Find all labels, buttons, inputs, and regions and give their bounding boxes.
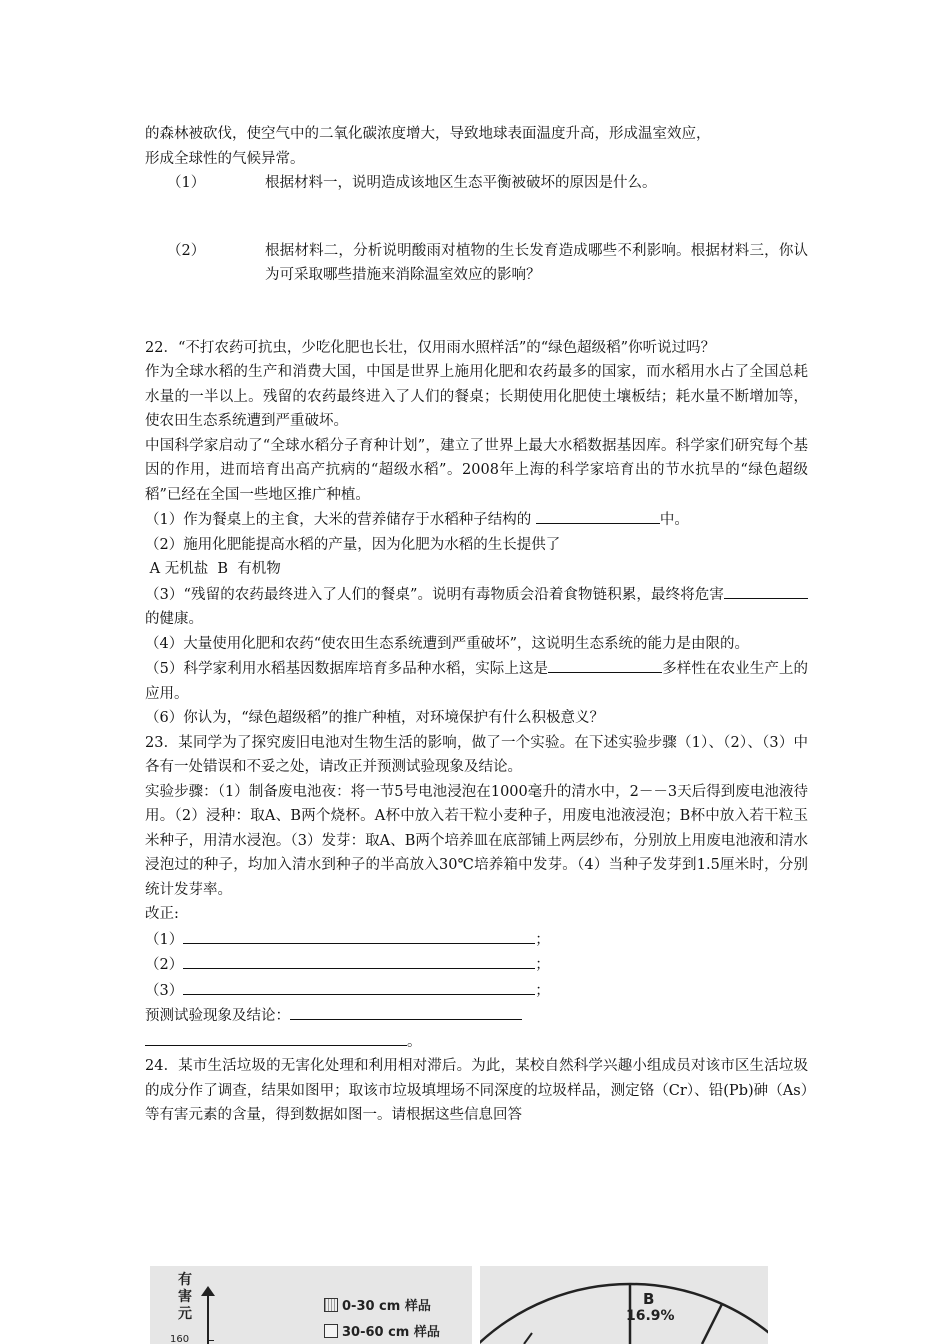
q21-part-2 (145, 239, 808, 288)
q23-title: 23．某同学为了探究废旧电池对生物生活的影响，做了一个实验。在下述实验步骤（1）、（2）、（3）中各有一处错误和不妥之处，请改正并预测试验现象及结论。 (145, 734, 808, 775)
legend-label-1: 0-30 cm 样品 (342, 1299, 431, 1314)
pie-slice-value: 16.9% (626, 1308, 675, 1324)
q22-sub-6: （6）你认为，“绿色超级稻”的推广种植，对环境保护有什么积极意义？ (145, 710, 605, 726)
pie-slice-divider-2 (702, 1304, 722, 1344)
figure-strip (150, 1266, 770, 1344)
y-tick-mark (208, 1340, 214, 1341)
answer-blank[interactable] (145, 1029, 407, 1046)
intro-line-2: 形成全球性的气候异常。 (145, 150, 305, 167)
q23-correct-label: 改正: (145, 906, 179, 922)
legend-label-2: 30-60 cm 样品 (342, 1325, 440, 1340)
q21-part-1-number: （1） (167, 175, 206, 191)
q23-correction-2: （2） ； (145, 952, 808, 978)
answer-blank[interactable] (183, 978, 535, 995)
q21-part-2-text: 根据材料二，分析说明酸雨对植物的生长发育造成哪些不利影响。根据材料三，你认为可采取哪些措施来消除温室效应的影响？ (265, 242, 808, 283)
q23-correction-3: （3） ； (145, 978, 808, 1004)
q22-sub-4: （4）大量使用化肥和农药“使农田生态系统遭到严重破坏”，这说明生态系统的能力是由限的。 (145, 635, 750, 652)
intro-line-1: 的森林被砍伐，使空气中的二氧化碳浓度增大，导致地球表面温度升高，形成温室效应， (145, 126, 711, 142)
q23-predict: 预测试验现象及结论： (145, 1003, 808, 1029)
y-axis-arrow (201, 1286, 215, 1296)
q21-part-2-number: （2） (167, 242, 206, 259)
q22-paragraph-1: 作为全球水稻的生产和消费大国，中国是世界上施用化肥和农药最多的国家，而水稻用水占了全国总耗水量的一半以上。残留的农药最终进入了人们的餐桌；长期使用化肥使土壤板结；耗水量不断增加等，使农田生态系统遭到严重破坏。 (145, 364, 808, 429)
y-axis-line (207, 1292, 209, 1344)
q24-text: 24．某市生活垃圾的无害化处理和利用相对滞后。为此，某校自然科学兴趣小组成员对该市区生活垃圾的成分作了调查，结果如图甲；取该市垃圾填埋场不同深度的垃圾样品，测定铬（Cr）、铅(Pb)砷（As）等有害元素的含量，得到数据如图一。请根据这些信息回答 (145, 1058, 808, 1123)
pie-chart-figure (480, 1266, 768, 1344)
legend-swatch-2 (324, 1324, 338, 1338)
q21-part-1 (145, 171, 808, 196)
y-tick-label: 160 (170, 1334, 190, 1344)
q23-steps: 实验步骤：（1）制备废电池夜：将一节5号电池浸泡在1000毫升的清水中，2－－3天后得到废电池液待用。（2）浸种：取A、B两个烧杯。A杯中放入若干粒小麦种子，用废电池液浸泡；B杯中放入若干粒玉米种子，用清水浸泡。（3）发芽：取A、B两个培养皿在底部铺上两层纱布，分别放上用废电池液和清水浸泡过的种子，均加入清水到种子的半高放入30℃培养箱中发芽。（4）当种子发芽到1.5厘米时，分别统计发芽率。 (145, 783, 808, 898)
answer-blank[interactable] (183, 952, 535, 969)
q23-predict-cont: 。 (145, 1029, 808, 1055)
pie-slice-divider-3 (524, 1333, 532, 1344)
legend-swatch-1 (324, 1298, 338, 1312)
answer-blank[interactable] (548, 656, 662, 673)
q22-sub-2-options: A 无机盐 B 有机物 (145, 561, 281, 577)
bar-chart-figure (150, 1266, 472, 1344)
q22-title: 22．“不打农药可抗虫，少吃化肥也长壮，仅用雨水照样活”的“绿色超级稻”你听说过吗？ (145, 339, 716, 356)
answer-blank[interactable] (183, 927, 535, 944)
q22-sub-3: （3）“残留的农药最终进入了人们的餐桌”。说明有毒物质会沿着食物链积累，最终将危害的健康。 (145, 582, 808, 632)
pie-chart (480, 1266, 768, 1344)
answer-blank[interactable] (724, 582, 808, 599)
document-page (145, 122, 808, 1128)
q22-paragraph-2: 中国科学家启动了“全球水稻分子育种计划”，建立了世界上最大水稻数据基因库。科学家们研究每个基因的作用，进而培育出高产抗病的“超级水稻”。2008年上海的科学家培育出的节水抗旱的“绿色超级稻”已经在全国一些地区推广种植。 (145, 437, 808, 503)
q21-part-1-text: 根据材料一，说明造成该地区生态平衡被破坏的原因是什么。 (265, 175, 657, 191)
answer-blank[interactable] (290, 1003, 522, 1020)
q23-correction-1: （1） ； (145, 927, 808, 953)
pie-outline (480, 1284, 768, 1344)
q22-sub-2: （2）施用化肥能提高水稻的产量，因为化肥为水稻的生长提供了 (145, 536, 561, 553)
answer-blank[interactable] (536, 507, 660, 524)
q22-sub-5: （5）科学家利用水稻基因数据库培育多品种水稻，实际上这是 多样性在农业生产上的应用。 (145, 656, 808, 706)
pie-slice-label: B (643, 1290, 655, 1308)
y-axis-label: 有害元 (178, 1272, 192, 1322)
q22-sub-1: （1）作为餐桌上的主食，大米的营养储存于水稻种子结构的 中。 (145, 507, 808, 533)
